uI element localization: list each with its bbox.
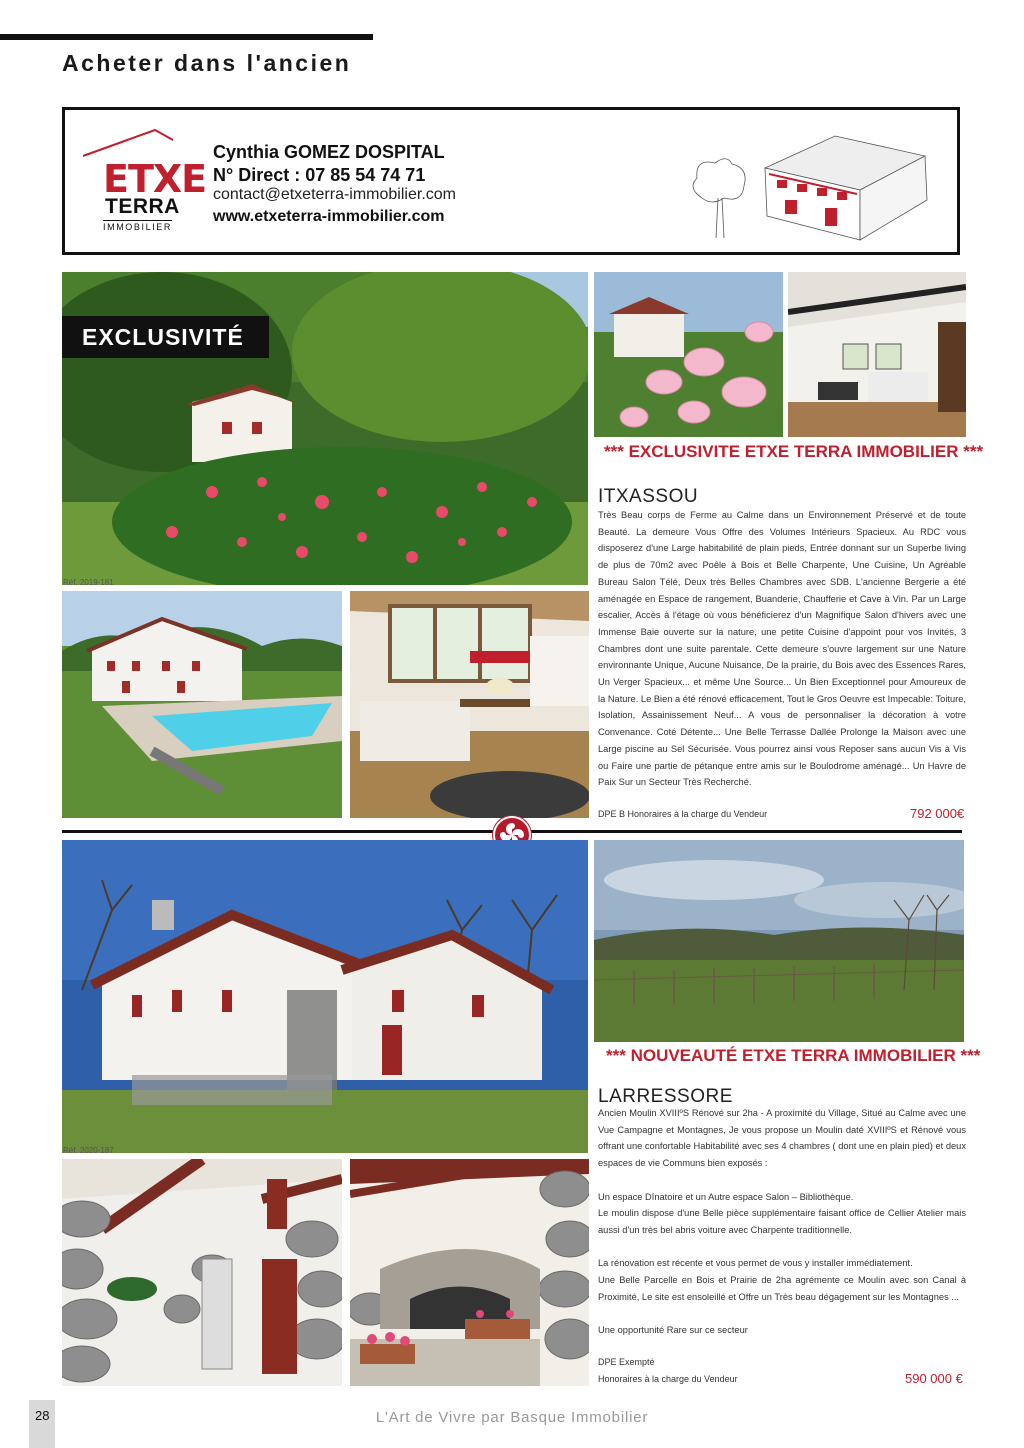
exclusivity-badge: EXCLUSIVITÉ (62, 316, 269, 358)
listing2-paragraph: Le moulin dispose d'une Belle pièce supplémentaire faisant office de Cellier Atelier mais aussi d'un très bel abris voiture avec Charpente traditionnelle. (598, 1208, 966, 1235)
listing1-reference: Réf. 2019-181 (63, 578, 114, 587)
agent-name: Cynthia GOMEZ DOSPITAL (213, 142, 445, 162)
agency-website-link[interactable]: www.etxeterra-immobilier.com (213, 208, 445, 225)
listing2-price: 590 000 € (905, 1371, 963, 1386)
listing1-heading: *** EXCLUSIVITE ETXE TERRA IMMOBILIER *** (604, 442, 984, 461)
agency-logo (83, 128, 207, 236)
agency-contact-box (62, 107, 960, 255)
agent-phone: N° Direct : 07 85 54 74 71 (213, 165, 426, 185)
house-sketch-icon (685, 128, 935, 243)
listing2-paragraph: Une Belle Parcelle en Bois et Prairie de 2ha agrémente ce Moulin avec son Canal à Proximité, Le site est ensoleillé et Offre un Très beau dégagement sur les Montagnes ... (598, 1275, 966, 1302)
listing2-fees: Honoraires à la charge du Vendeur (598, 1374, 738, 1384)
listing2-paragraph: Un espace Dînatoire et un Autre espace Salon – Bibliothèque. (598, 1191, 854, 1202)
itxassou-winter-lounge-photo (350, 591, 589, 818)
listing2-dpe: DPE Exempté (598, 1357, 655, 1367)
listing2-paragraph: La rénovation est récente et vous permet de vous y installer immédiatement. (598, 1258, 913, 1269)
footer-tagline: L'Art de Vivre par Basque Immobilier (375, 1409, 649, 1426)
itxassou-living-room-photo (788, 272, 966, 437)
logo-immobilier-text: IMMOBILIER (103, 222, 173, 232)
itxassou-pool-photo (62, 591, 342, 818)
listing1-description: Très Beau corps de Ferme au Calme dans un Environnement Préservé et de toute Beauté. La demeure Vous Offre des Volumes Intérieurs Spacieux. Au RDC vous disposerez d'une Large habitabilité de plain pieds, Entrée donnant sur un Superbe living de plus de 70m2 avec Poêle à Bois et Belle Charpente, Une Cuisine, Un Agréable Bureau Salon Télé, Deux très Belles Chambres avec SDB. L'ancienne Bergerie a été aménagée en Espace de rangement, Buanderie, Chaufferie et Cave à Vin. Par un Large escalier, Accès à l'étage où vous bénéficierez d'un Magnifique Salon d'hivers avec une Immense Baie ouverte sur la nature, une petite Cuisine d'appoint pour vos Invités, 3 Chambres dont une suite parentale. Cette demeure s'ouvre largement sur une Nature environnante Unique, Aucune Nuisance, De la prairie, du Bois avec des Essences Rares, Un Verger Spacieux... et même Une Source... Un Bien Exceptionnel pour Amoureux de la Nature. Le Bien a été rénové efficacement, Tout le Gros Oeuvre est Impecable: Toiture, Isolation, Assainissement Neuf... A vous de personnaliser la décoration à votre Convenance. Coté Détente... Une Belle Terrasse Dallée Prolonge la Maison avec une Large piscine au Sel Sécurisée. Vous pourrez ainsi vous Reposer sans aucun Vis à Vis ou Faire une partie de pétanque entre amis sur le Boulodrome aménagé... Un Havre de Paix Sur un Secteur Très Recherché. (598, 510, 966, 788)
listing1-town: ITXASSOU (598, 486, 699, 507)
logo-terra-text: TERRA (105, 195, 180, 218)
page-number: 28 (35, 1408, 50, 1423)
agent-email-link[interactable]: contact@etxeterra-immobilier.com (213, 186, 456, 203)
listing1-price: 792 000€ (910, 806, 965, 821)
itxassou-blossom-photo (594, 272, 783, 437)
larressore-meadow-photo (594, 840, 964, 1042)
listing2-paragraph: Ancien Moulin XVIIIºS Rénové sur 2ha - A proximité du Village, Situé au Calme avec une Vue Campagne et Montagnes, Je vous propose un Moulin daté XVIIIºS et Rénové vous offrant une confortable Habitabilité avec ses 4 chambres ( dont une en plain pied) et deux espaces de vie Communs bien exposés : (598, 1108, 966, 1169)
listing1-dpe: DPE B Honoraires à la charge du Vendeur (598, 809, 768, 819)
listing2-description (598, 1105, 966, 1339)
listing2-reference: Réf. 2020-187 (63, 1146, 114, 1155)
larressore-mill-photo (62, 840, 588, 1153)
header-rule (0, 34, 373, 40)
larressore-fireplace-photo (350, 1159, 589, 1386)
listing2-paragraph: Une opportunité Rare sur ce secteur (598, 1325, 748, 1336)
listing2-heading: *** NOUVEAUTÉ ETXE TERRA IMMOBILIER *** (606, 1046, 981, 1065)
larressore-entrance-photo (62, 1159, 342, 1386)
section-title: Acheter dans l'ancien (62, 50, 352, 76)
listing2-town: LARRESSORE (598, 1086, 733, 1107)
logo-etxe-text: ETXE (103, 157, 207, 201)
